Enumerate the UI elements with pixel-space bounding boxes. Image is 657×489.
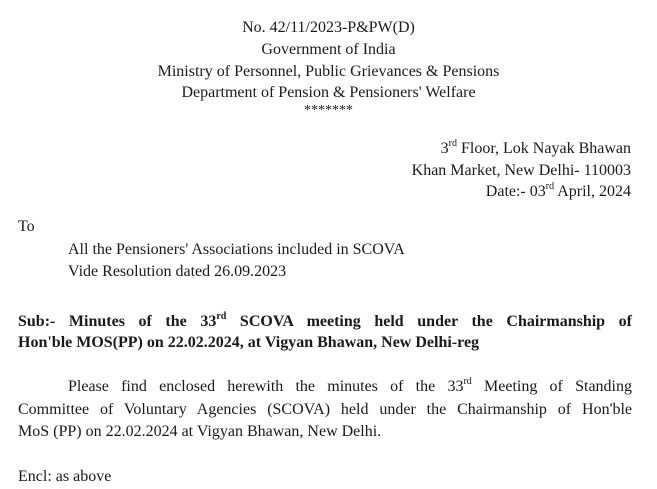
department-name: Department of Pension & Pensioners' Welfare	[181, 84, 476, 101]
recipient-line-1: All the Pensioners' Associations included in SCOVA	[68, 241, 405, 258]
body-line-2: Committee of Voluntary Agencies (SCOVA) held under the Chairmanship of Hon'ble	[18, 401, 632, 418]
enclosure-note: Encl: as above	[18, 468, 112, 485]
body-line-1: Please find enclosed herewith the minutes of the 33rd Meeting of Standing	[68, 375, 632, 395]
government-name: Government of India	[261, 41, 396, 58]
ministry-name: Ministry of Personnel, Public Grievances & Pensions	[157, 63, 500, 80]
salutation-to: To	[18, 218, 35, 235]
address-city: Khan Market, New Delhi- 110003	[411, 162, 631, 179]
recipient-line-2: Vide Resolution dated 26.09.2023	[68, 263, 287, 280]
header-separator: *******	[304, 103, 353, 118]
address-floor: 3rd Floor, Lok Nayak Bhawan	[440, 137, 631, 157]
subject-line-2: Hon'ble MOS(PP) on 22.02.2024, at Vigyan Bhawan, New Delhi-reg	[18, 334, 480, 351]
subject-line-1: Sub:- Minutes of the 33rd SCOVA meeting held under the Chairmanship of	[18, 310, 632, 330]
letter-date: Date:- 03rd April, 2024	[485, 180, 631, 200]
file-number: No. 42/11/2023-P&PW(D)	[242, 19, 415, 36]
body-line-3: MoS (PP) on 22.02.2024 at Vigyan Bhawan, New Delhi.	[18, 423, 382, 440]
